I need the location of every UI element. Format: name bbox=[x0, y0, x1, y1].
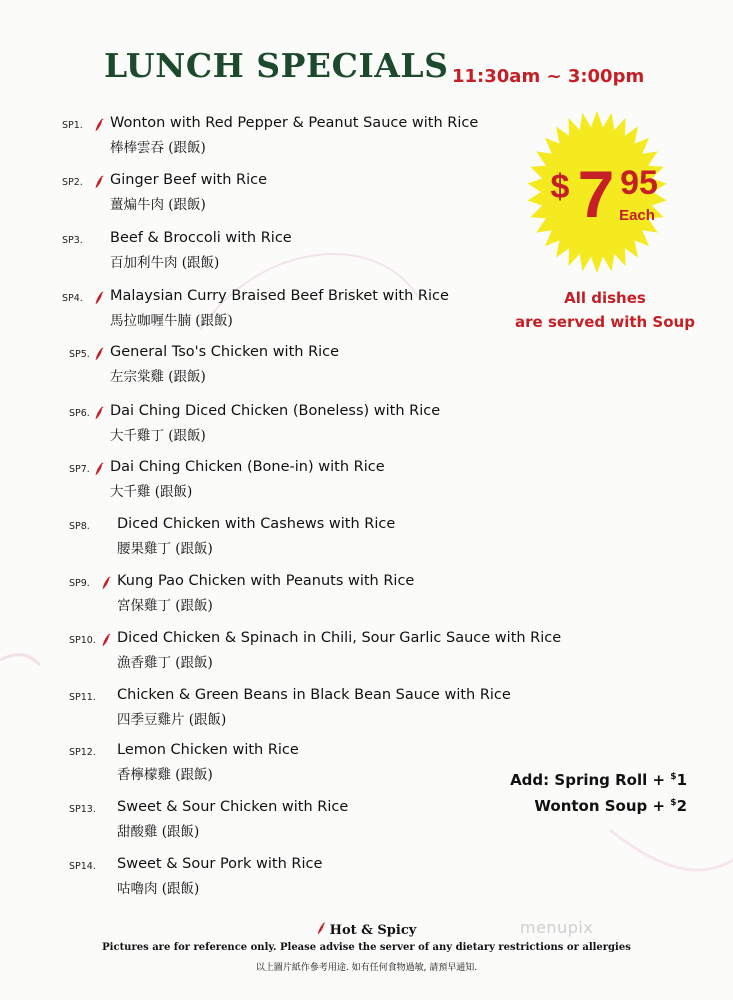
chili-pepper-icon bbox=[95, 291, 104, 305]
menu-item-name: Chicken & Green Beans in Black Bean Sauce with Rice bbox=[117, 687, 511, 703]
chili-pepper-shape bbox=[96, 463, 104, 476]
menu-item-code: SP3. bbox=[62, 235, 83, 246]
menu-item-code: SP9. bbox=[69, 578, 90, 589]
menu-item bbox=[58, 799, 528, 843]
spicy-legend-label: Hot & Spicy bbox=[329, 923, 417, 938]
chili-pepper-shape bbox=[96, 292, 104, 305]
chili-pepper-icon bbox=[95, 118, 104, 132]
menu-item bbox=[58, 573, 528, 617]
chili-pepper-shape bbox=[96, 119, 104, 132]
menu-item-name: Dai Ching Diced Chicken (Boneless) with Rice bbox=[110, 403, 441, 419]
menu-item-chinese-name: 宮保雞丁 (跟飯) bbox=[117, 598, 213, 614]
menu-item-chinese-name: 香檸檬雞 (跟飯) bbox=[117, 767, 213, 783]
addon-wonton-soup-label: Wonton Soup + bbox=[534, 797, 666, 815]
menu-item-code: SP12. bbox=[69, 747, 96, 758]
chili-pepper-shape bbox=[96, 176, 104, 189]
chili-pepper-icon bbox=[95, 175, 104, 189]
chili-pepper-shape bbox=[96, 407, 104, 420]
price-cents: 95 bbox=[620, 164, 658, 202]
menu-item-name: Lemon Chicken with Rice bbox=[117, 742, 299, 758]
menu-item-name: Ginger Beef with Rice bbox=[110, 172, 268, 188]
price-each: Each bbox=[619, 207, 655, 224]
menu-item bbox=[58, 516, 528, 560]
addon-label: Add: bbox=[510, 771, 550, 789]
menu-item-chinese-name: 馬拉咖喱牛腩 (跟飯) bbox=[110, 313, 233, 329]
addon-currency: $ bbox=[670, 772, 677, 782]
menu-item bbox=[58, 459, 528, 503]
menu-item bbox=[58, 344, 528, 388]
menu-item-name: Malaysian Curry Braised Beef Brisket with Rice bbox=[110, 288, 449, 304]
menu-item-chinese-name: 左宗棠雞 (跟飯) bbox=[110, 369, 206, 385]
menu-item-code: SP10. bbox=[69, 635, 96, 646]
addon-wonton-soup bbox=[534, 797, 687, 815]
menu-item-chinese-name: 腰果雞丁 (跟飯) bbox=[117, 541, 213, 557]
menu-item-code: SP8. bbox=[69, 521, 90, 532]
menu-item-code: SP7. bbox=[69, 464, 90, 475]
chili-pepper-icon bbox=[95, 462, 104, 476]
menu-item bbox=[58, 742, 528, 786]
menu-item bbox=[58, 856, 528, 900]
menu-item-code: SP11. bbox=[69, 692, 96, 703]
chili-pepper-icon bbox=[317, 922, 326, 935]
menu-item-chinese-name: 漁香雞丁 (跟飯) bbox=[117, 655, 213, 671]
menu-item-name: Wonton with Red Pepper & Peanut Sauce with Rice bbox=[110, 115, 479, 131]
menu-item-chinese-name: 甜酸雞 (跟飯) bbox=[117, 824, 200, 840]
chili-pepper-shape bbox=[103, 634, 111, 647]
menu-item-code: SP5. bbox=[69, 349, 90, 360]
spicy-legend bbox=[0, 922, 733, 938]
menu-item-name: Diced Chicken with Cashews with Rice bbox=[117, 516, 396, 532]
menu-item bbox=[58, 403, 528, 447]
menu-item-chinese-name: 大千雞 (跟飯) bbox=[110, 484, 193, 500]
menu-item-chinese-name: 四季豆雞片 (跟飯) bbox=[117, 712, 227, 728]
menu-item-name: General Tso's Chicken with Rice bbox=[110, 344, 340, 360]
soup-note-line2: are served with Soup bbox=[515, 313, 695, 331]
menu-item-code: SP4. bbox=[62, 293, 83, 304]
disclaimer: Pictures are for reference only. Please advise the server of any dietary restrictions or allergies bbox=[102, 942, 631, 953]
menu-item bbox=[58, 172, 528, 216]
menu-item bbox=[58, 687, 528, 731]
menu-item bbox=[58, 288, 528, 332]
soup-note-line1: All dishes bbox=[564, 289, 646, 307]
menu-item-chinese-name: 棒棒雲吞 (跟飯) bbox=[110, 140, 206, 156]
chili-pepper-icon bbox=[95, 406, 104, 420]
addon-spring-roll bbox=[510, 771, 687, 789]
menu-item bbox=[58, 230, 528, 274]
lunch-hours: 11:30am ~ 3:00pm bbox=[452, 66, 645, 87]
menu-item-chinese-name: 大千雞丁 (跟飯) bbox=[110, 428, 206, 444]
chili-pepper-shape bbox=[103, 577, 111, 590]
menu-item bbox=[58, 630, 562, 674]
addon-spring-roll-price: 1 bbox=[676, 771, 687, 789]
menu-item-name: Dai Ching Chicken (Bone-in) with Rice bbox=[110, 459, 385, 475]
menu-item-code: SP2. bbox=[62, 177, 83, 188]
page-title: LUNCH SPECIALS bbox=[104, 46, 449, 85]
addon-currency: $ bbox=[670, 798, 677, 808]
chili-pepper-icon bbox=[102, 576, 111, 590]
addon-spring-roll-label: Spring Roll + bbox=[554, 771, 666, 789]
menu-item-code: SP14. bbox=[69, 861, 96, 872]
menu-item-chinese-name: 百加利牛肉 (跟飯) bbox=[110, 255, 220, 271]
chili-pepper-shape bbox=[96, 348, 104, 361]
price-whole: 7 bbox=[577, 157, 615, 231]
menu-item-name: Beef & Broccoli with Rice bbox=[110, 230, 292, 246]
menu-item-name: Diced Chicken & Spinach in Chili, Sour Garlic Sauce with Rice bbox=[117, 630, 562, 646]
menu-item-name: Kung Pao Chicken with Peanuts with Rice bbox=[117, 573, 415, 589]
menu-item-code: SP13. bbox=[69, 804, 96, 815]
addon-wonton-soup-price: 2 bbox=[676, 797, 687, 815]
watermark: menupix bbox=[520, 918, 594, 937]
menu-item-name: Sweet & Sour Chicken with Rice bbox=[117, 799, 349, 815]
menu-item bbox=[58, 115, 528, 159]
chili-pepper-icon bbox=[95, 347, 104, 361]
menu-item-chinese-name: 咕嚕肉 (跟飯) bbox=[117, 881, 200, 897]
price-dollar-sign: $ bbox=[550, 168, 570, 206]
menu-item-name: Sweet & Sour Pork with Rice bbox=[117, 856, 323, 872]
menu-item-code: SP1. bbox=[62, 120, 83, 131]
price-badge bbox=[522, 100, 672, 280]
menu-item-chinese-name: 薑煸牛肉 (跟飯) bbox=[110, 197, 206, 213]
menu-item-code: SP6. bbox=[69, 408, 90, 419]
disclaimer-chinese: 以上圖片紙作參考用途. 如有任何食物過敏, 請預早通知. bbox=[255, 963, 478, 973]
chili-pepper-icon bbox=[102, 633, 111, 647]
